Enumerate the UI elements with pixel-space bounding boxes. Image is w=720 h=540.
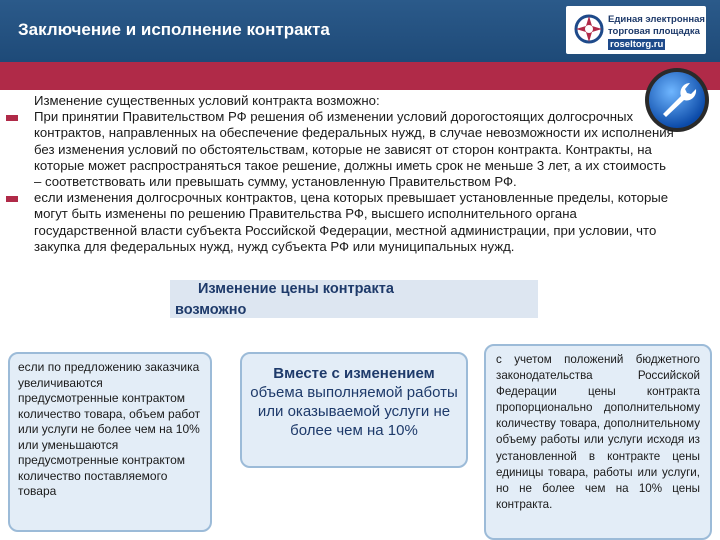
condition-text-1: При принятии Правительством РФ решения об изменении условий дорогостоящих долгосрочных контрактов, направленных на обеспечение федеральных нужд, в случае невозможности их исполнения без изменения условий по обстоятельствам, которые не зависят от сторон контракта. Контракты, на которые может распространяться такое решение, должны иметь срок не меньше 3 лет, а их стоимость – соответствовать или превышать сумму, установленную Правительством РФ.: [34, 109, 674, 190]
price-change-label-cont: возможно: [175, 302, 247, 318]
logo-text-line1: Единая электронная: [608, 14, 705, 25]
card-budget-change: [484, 344, 712, 540]
card-mid-bold: Вместе с изменением: [273, 365, 435, 382]
card-volume-change: [240, 352, 468, 468]
card-mid-text: объема выполняемой работы или оказываемой услуги не более чем на 10%: [250, 384, 458, 439]
intro-heading: Изменение существенных условий контракта возможно:: [34, 93, 380, 108]
arrow-left: [196, 320, 240, 350]
page-title: Заключение и исполнение контракта: [18, 20, 330, 39]
condition-text-2: если изменения долгосрочных контрактов, цена которых превышает установленные пределы, которые могут быть изменены по решению Правительства РФ, высшего исполнительного органа государственной власти субъекта Российской Федерации, местной администрации, при условии, что закупка для федеральных нужд, нужд субъекта РФ или муниципальных нужд.: [34, 190, 669, 254]
logo-url: roseltorg.ru: [610, 39, 664, 50]
price-change-label: Изменение цены контракта: [198, 281, 394, 297]
logo-text-line2: торговая площадка: [608, 26, 700, 37]
card-quantity-change: [8, 352, 212, 532]
card-left-text: если по предложению заказчика увеличиваются предусмотренные контрактом количество товара, объем работ или услуги не более чем на 10% или уменьшаются предусмотренные контрактом количество поставляемого товара: [18, 360, 201, 498]
arrow-right: [470, 320, 518, 345]
card-right-text: с учетом положений бюджетного законодательства Российской Федерации цены контракта пропорционально дополнительному количеству товара, дополнительному объему работы или услуги исходя из установленной в контракте цены единицы товара, работы или услуги, но не более чем на 10% цены контракта.: [496, 353, 700, 511]
